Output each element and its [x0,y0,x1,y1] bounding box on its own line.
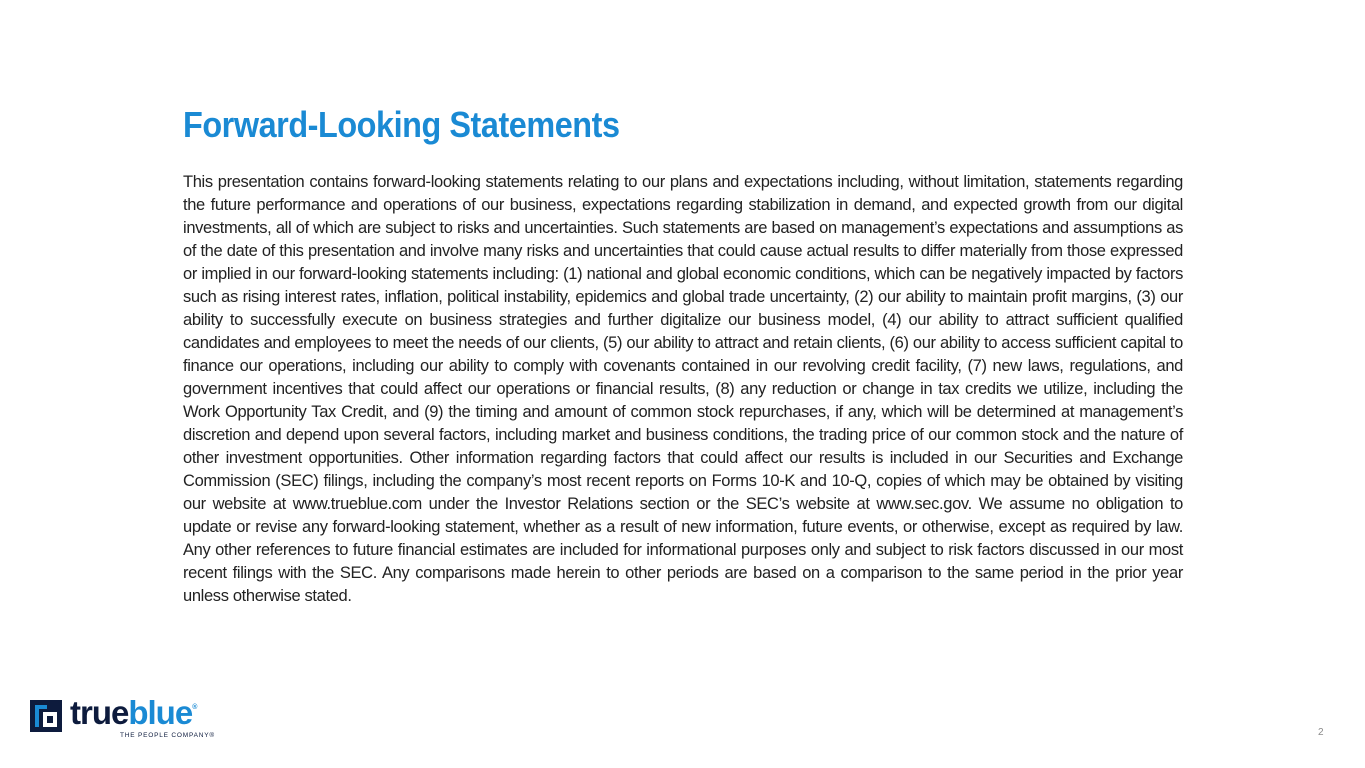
disclaimer-paragraph: This presentation contains forward-looking statements relating to our plans and expectations including, without limitation, statements regarding the future performance and operations of our business, expectations regarding stabilization in demand, and expected growth from our digital investments, all of which are subject to risks and uncertainties. Such statements are based on management’s expectations and assumptions as of the date of this presentation and involve many risks and uncertainties that could cause actual results to differ materially from those expressed or implied in our forward-looking statements including: (1) national and global economic conditions, which can be negatively impacted by factors such as rising interest rates, inflation, political instability, epidemics and global trade uncertainty, (2) our ability to maintain profit margins, (3) our ability to successfully execute on business strategies and further digitalize our business model, (4) our ability to attract sufficient qualified candidates and employees to meet the needs of our clients, (5) our ability to attract and retain clients, (6) our ability to access sufficient capital to finance our operations, including our ability to comply with covenants contained in our revolving credit facility, (7) new laws, regulations, and government incentives that could affect our operations or financial results, (8) any reduction or change in tax credits we utilize, including the Work Opportunity Tax Credit, and (9) the timing and amount of common stock repurchases, if any, which will be determined at management’s discretion and depend upon several factors, including market and business conditions, the trading price of our common stock and the nature of other investment opportunities. Other information regarding factors that could affect our results is included in our Securities and Exchange Commission (SEC) filings, including the company’s most recent reports on Forms 10-K and 10-Q, copies of which may be obtained by visiting our website at www.trueblue.com under the Investor Relations section or the SEC’s website at www.sec.gov. We assume no obligation to update or revise any forward-looking statement, whether as a result of new information, future events, or otherwise, except as required by law. Any other references to future financial estimates are included for informational purposes only and subject to risk factors discussed in our most recent filings with the SEC. Any comparisons made herein to other periods are based on a comparison to the same period in the prior year unless otherwise stated. [183,173,1183,605]
logo-word-true: true [70,694,129,731]
slide-title: Forward-Looking Statements [183,104,620,145]
logo-wordmark [70,694,196,732]
logo-registered-mark: ® [192,704,197,711]
trueblue-logo [30,694,220,742]
logo-tagline: THE PEOPLE COMPANY® [120,732,215,739]
trueblue-mark-icon [30,700,62,732]
logo-word-blue: blue [128,694,193,731]
page-number: 2 [1318,727,1324,738]
